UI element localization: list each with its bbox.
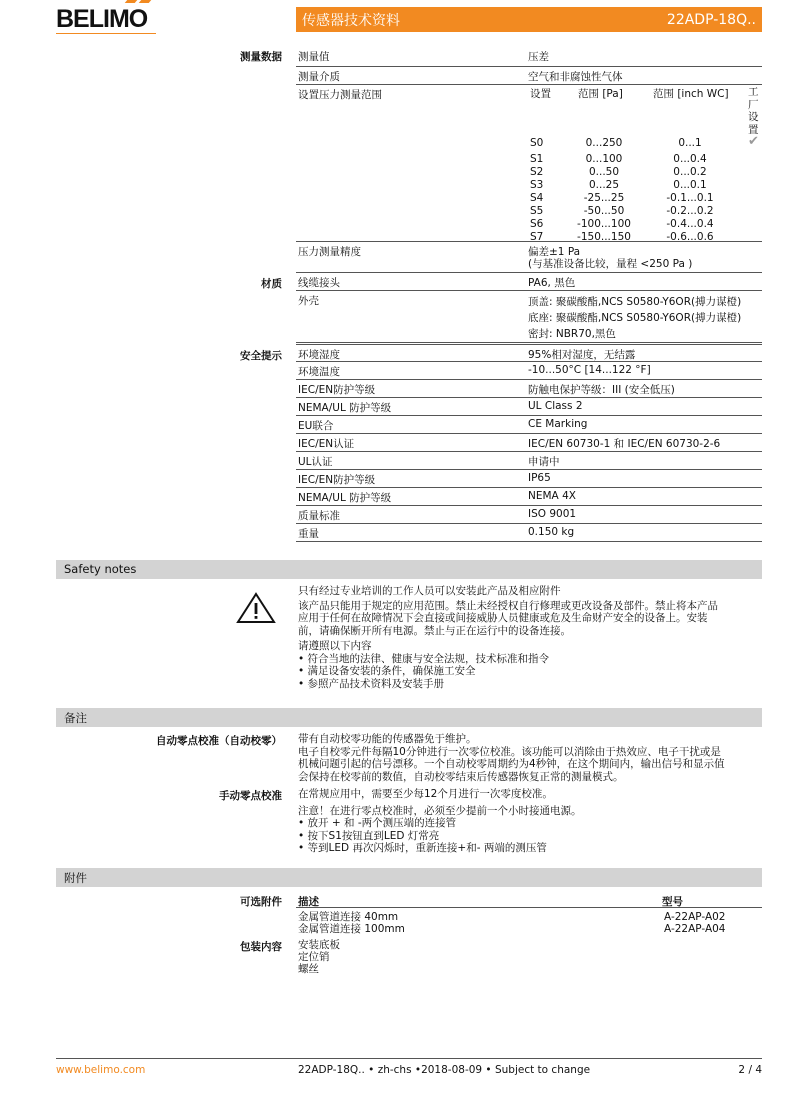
range-value: 0...25 bbox=[588, 179, 620, 191]
label-auto-zero: 自动零点校准（自动校零） bbox=[156, 735, 282, 747]
spec-row bbox=[296, 344, 762, 362]
spec-value: ISO 9001 bbox=[528, 508, 577, 520]
spec-key: 环境温度 bbox=[298, 366, 340, 378]
title-banner bbox=[296, 7, 762, 32]
section-bar-accessories: 附件 bbox=[56, 868, 762, 887]
setting-code: S7 bbox=[530, 231, 544, 243]
spec-row: 测量介质 空气和非腐蚀性气体 bbox=[296, 67, 762, 85]
setting-code: S3 bbox=[530, 179, 544, 191]
spec-key: EU联合 bbox=[298, 420, 334, 432]
spec-key: IEC/EN防护等级 bbox=[298, 384, 376, 396]
model-number: 22ADP-18Q.. bbox=[666, 11, 756, 28]
manual-zero-text: 在常规应用中，需要至少每12个月进行一次零度校准。 注意！在进行零点校准时，必须至少提前一个小时接通电源。 • 放开 + 和 -两个测压端的连接管 • 按下S1按钮直到LED 灯常亮 • 等到LED 再次闪烁时，重新连接+和- 两端的测压管 bbox=[298, 788, 582, 854]
label-manual-zero: 手动零点校准 bbox=[219, 790, 282, 802]
list-item: 金属管道连接 40mm A-22AP-A02 bbox=[298, 911, 726, 923]
spec-row bbox=[296, 524, 762, 542]
range-value: 0...0.1 bbox=[673, 179, 707, 191]
spec-key: NEMA/UL 防护等级 bbox=[298, 492, 392, 504]
spec-value: 防触电保护等级：III (安全低压) bbox=[528, 384, 675, 396]
spec-row: 压力测量精度 偏差±1 Pa (与基准设备比较，量程 <250 Pa ) bbox=[296, 242, 762, 273]
spec-row: 外壳 顶盖: 聚碳酸酯,NCS S0580-Y6OR(搏力谋橙) 底座: 聚碳酸酯,NCS S0580-Y6OR(搏力谋橙) 密封: NBR70,黑色 bbox=[296, 291, 762, 343]
spec-value: 0.150 kg bbox=[528, 526, 575, 538]
spec-row bbox=[296, 362, 762, 380]
warning-icon bbox=[236, 592, 276, 627]
spec-value: IEC/EN 60730-1 和 IEC/EN 60730-2-6 bbox=[528, 438, 721, 450]
spec-key: IEC/EN防护等级 bbox=[298, 474, 376, 486]
setting-code: S2 bbox=[530, 166, 544, 178]
check-icon: ✔ bbox=[748, 134, 759, 149]
range-value: -25...25 bbox=[583, 192, 625, 204]
spec-row: 线缆接头 PA6, 黑色 bbox=[296, 273, 762, 291]
range-value: -150...150 bbox=[577, 231, 631, 243]
accessory-header: 描述 型号 bbox=[296, 894, 762, 908]
spec-row bbox=[296, 452, 762, 470]
safety-notes-text: 只有经过专业培训的工作人员可以安装此产品及相应附件 该产品只能用于规定的应用范围。禁止未经授权自行修理或更改设备及部件。禁止将本产品 应用于任何在故障情况下会直接或间接威胁人员健康或危及生命财产安全的设备上。安装 前，请确保断开所有电源。禁止与正在运行中的设备连接。 请遵照以下内容 • 符合当地的法律、健康与安全法规，技术标准和指令 • 满足设备安装的条件，确保施工安全 • 参照产品技术资料及安装手册 bbox=[298, 585, 718, 690]
auto-zero-text: 带有自动校零功能的传感器免于维护。 电子自校零元件每隔10分钟进行一次零位校准。该功能可以消除由于热效应、电子干扰或是 机械问题引起的信号漂移。一个自动校零周期约为4秒钟，在这个期间内，输出信号和显示值 会保持在校零前的数值，自动校零结束后传感器恢复正常的测量模式。 bbox=[298, 733, 725, 783]
spec-key: NEMA/UL 防护等级 bbox=[298, 402, 392, 414]
range-value: -50...50 bbox=[583, 205, 625, 217]
range-value: 0...100 bbox=[585, 153, 623, 165]
accessory-list bbox=[298, 911, 763, 935]
range-value: -0.4...0.4 bbox=[666, 218, 714, 230]
setting-code: S4 bbox=[530, 192, 544, 204]
range-value: 0...250 bbox=[585, 137, 623, 149]
label-package: 包装内容 bbox=[240, 941, 282, 953]
spec-row bbox=[296, 398, 762, 416]
section-label-safety: 安全提示 bbox=[240, 350, 282, 362]
setting-code: S1 bbox=[530, 153, 544, 165]
doc-title: 传感器技术资料 bbox=[302, 12, 400, 29]
spec-row bbox=[296, 416, 762, 434]
range-value: 0...0.4 bbox=[673, 153, 707, 165]
spec-row bbox=[296, 380, 762, 398]
spec-key: UL认证 bbox=[298, 456, 333, 468]
spec-value: NEMA 4X bbox=[528, 490, 576, 502]
belimo-logo: BELIMO bbox=[56, 2, 156, 34]
page-number: 2 / 4 bbox=[738, 1064, 762, 1076]
section-label-measure: 测量数据 bbox=[240, 51, 282, 63]
setting-code: S0 bbox=[530, 137, 544, 149]
spec-value: IP65 bbox=[528, 472, 551, 484]
range-value: -100...100 bbox=[577, 218, 631, 230]
website-link[interactable]: www.belimo.com bbox=[56, 1064, 146, 1076]
spec-value: -10...50°C [14...122 °F] bbox=[528, 364, 651, 376]
package-list: 安装底板 定位销 螺丝 bbox=[298, 939, 340, 975]
spec-value: CE Marking bbox=[528, 418, 588, 430]
spec-row: 测量值 压差 bbox=[296, 47, 762, 67]
spec-row bbox=[296, 488, 762, 506]
range-value: -0.2...0.2 bbox=[666, 205, 714, 217]
setting-code: S5 bbox=[530, 205, 544, 217]
list-item: 金属管道连接 100mm A-22AP-A04 bbox=[298, 923, 726, 935]
footer-info: 22ADP-18Q.. • zh-chs •2018-08-09 • Subject to change bbox=[298, 1064, 591, 1076]
spec-key: 质量标准 bbox=[298, 510, 340, 522]
section-bar-notes: 备注 bbox=[56, 708, 762, 727]
spec-row bbox=[296, 506, 762, 524]
setting-code: S6 bbox=[530, 218, 544, 230]
spec-row bbox=[296, 470, 762, 488]
spec-value: 95%相对湿度，无结露 bbox=[528, 349, 636, 361]
range-value: 0...0.2 bbox=[673, 166, 707, 178]
spec-value: 申请中 bbox=[528, 456, 560, 468]
label-optional: 可选附件 bbox=[240, 896, 282, 908]
spec-key: 环境湿度 bbox=[298, 349, 340, 361]
spec-key: IEC/EN认证 bbox=[298, 438, 355, 450]
range-value: 0...1 bbox=[678, 137, 702, 149]
spec-value: UL Class 2 bbox=[528, 400, 583, 412]
footer-divider bbox=[56, 1058, 762, 1059]
range-value: -0.6...0.6 bbox=[666, 231, 714, 243]
section-label-material: 材质 bbox=[261, 278, 282, 290]
spec-row bbox=[296, 434, 762, 452]
range-row: 设置压力测量范围 bbox=[296, 85, 762, 242]
section-bar-safety-notes: Safety notes bbox=[56, 560, 762, 579]
range-value: 0...50 bbox=[588, 166, 620, 178]
range-value: -0.1...0.1 bbox=[666, 192, 714, 204]
spec-key: 重量 bbox=[298, 528, 319, 540]
